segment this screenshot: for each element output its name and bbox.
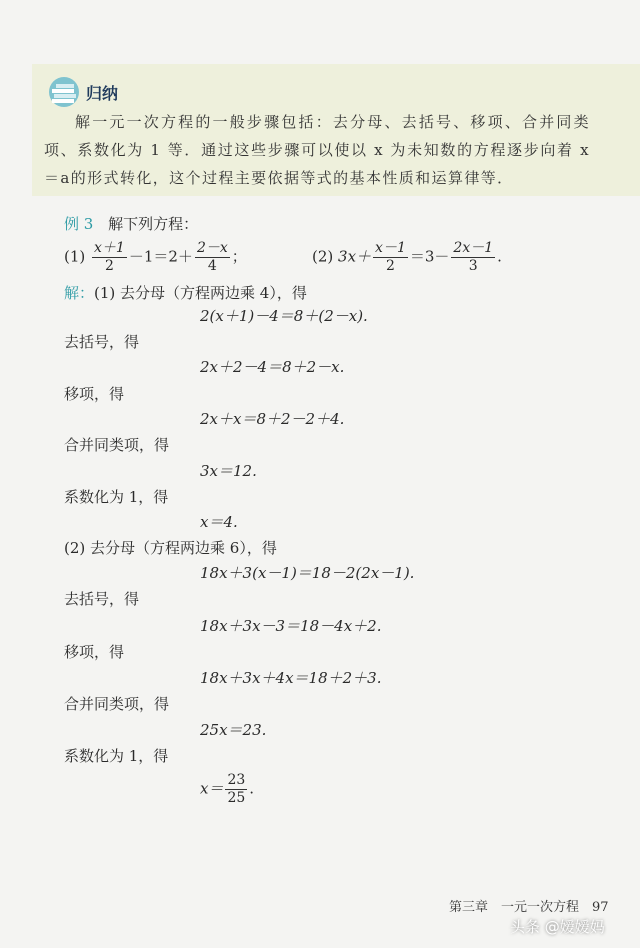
fraction-numerator: x－1 [375, 240, 406, 256]
fraction [373, 240, 408, 275]
fraction [225, 772, 247, 807]
equation-line: 25x＝23. [200, 721, 267, 739]
equation-line: 2x＋x＝8＋2－2＋4. [200, 410, 345, 428]
final-answer-tail: . [249, 779, 255, 798]
fraction-numerator: x＋1 [94, 240, 125, 256]
fraction-denominator: 3 [468, 258, 478, 274]
equation-line: x＝4. [200, 513, 238, 531]
step-label: 合并同类项，得 [64, 695, 170, 713]
problem-2-tag: (2) [312, 247, 334, 266]
fraction-denominator: 25 [227, 790, 246, 806]
book-stack-icon [46, 76, 82, 108]
final-answer [200, 772, 254, 807]
fraction-denominator: 4 [207, 258, 217, 274]
problem-1-tail: ； [231, 247, 247, 266]
step-label: 移项，得 [64, 643, 125, 661]
step-label: 系数化为 1，得 [64, 488, 169, 506]
equation-line: 18x＋3x－3＝18－4x＋2. [200, 617, 382, 635]
example-label: 例 3 [64, 215, 94, 233]
equation-line: 18x＋3(x－1)＝18－2(2x－1). [200, 564, 415, 582]
step-label: 去括号，得 [64, 333, 140, 351]
step-label: 合并同类项，得 [64, 436, 170, 454]
fraction-numerator: 2－x [196, 240, 228, 256]
equation-line: 2x＋2－4＝8＋2－x. [200, 358, 345, 376]
solution-2-intro: (2) 去分母（方程两边乘 6），得 [64, 539, 277, 557]
summary-text: 解一元一次方程的一般步骤包括：去分母、去括号、移项、合并同类项、系数化为 1 等．通过这些步骤可以使以 x 为未知数的方程逐步向着 x＝a的形式转化，这个过程主要依据等式的基本性质和运算律等． [44, 113, 590, 187]
problem-2 [312, 240, 502, 275]
problem-1 [64, 240, 247, 275]
watermark: 头条 @嫒嫒妈 [510, 918, 605, 936]
equation-line: 18x＋3x＋4x＝18＋2＋3. [200, 669, 382, 687]
equation-line: 2(x＋1)－4＝8＋(2－x). [200, 307, 368, 325]
solution-label: 解： [64, 284, 95, 302]
problem-2-tail: . [497, 247, 502, 266]
fraction-denominator: 2 [104, 258, 114, 274]
example-heading [64, 213, 198, 234]
example-prompt: 解下列方程： [108, 215, 199, 233]
step-label: 去括号，得 [64, 590, 140, 608]
fraction-denominator: 2 [385, 258, 395, 274]
final-answer-lhs: x＝ [200, 779, 224, 798]
fraction [451, 240, 495, 275]
solution-1-intro [64, 282, 307, 303]
problem-1-tag: (1) [64, 247, 86, 266]
problem-2-pre: 3x＋ [338, 247, 372, 266]
step-label: 系数化为 1，得 [64, 747, 169, 765]
fraction-numerator: 2x－1 [453, 240, 494, 256]
page-footer: 第三章 一元一次方程 97 [449, 900, 609, 915]
summary-title: 归纳 [86, 84, 119, 103]
problem-2-mid: ＝3－ [409, 247, 450, 266]
equation-line: 3x＝12. [200, 462, 257, 480]
solution-1-intro-text: (1) 去分母（方程两边乘 4），得 [94, 284, 307, 302]
fraction-numerator: 23 [227, 772, 246, 788]
fraction [195, 240, 230, 275]
fraction [92, 240, 127, 275]
step-label: 移项，得 [64, 385, 125, 403]
problem-1-mid: －1＝2＋ [128, 247, 193, 266]
